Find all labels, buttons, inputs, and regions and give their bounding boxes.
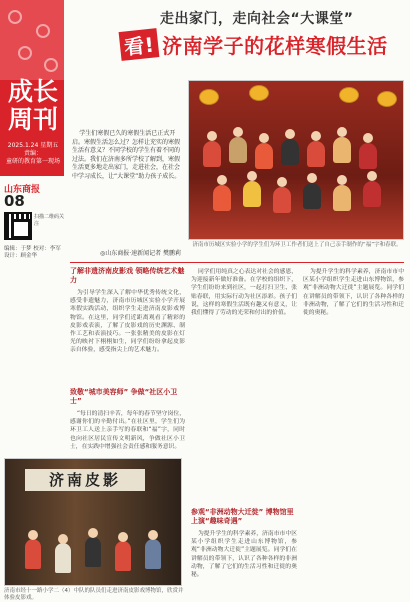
section2-text: “每日的清扫辛苦，每年的春节坚守岗位，感谢你们的辛勤付出。”在社区里，学生们为环卫工人送上亲手写的春联和“福”字，同时也向社区居民宣传文明新风，争做社区小卫士，在实践中增强社会责任感和服务意识。 — [70, 411, 185, 450]
qr-code-icon — [4, 212, 32, 240]
masthead — [0, 0, 64, 176]
photo-shadow-puppet-museum — [4, 458, 182, 586]
section4-text: 为提升学生的科学素养，济南市市中区某小学组织学生走进山东博物馆，参观“非洲动物大迁徙”主题展览。同学们在讲解员的带领下，认识了各种各样的非洲动物，了解了它们的生活习性和迁徙的奥秘。 — [191, 531, 297, 579]
page-number: 08 — [4, 192, 25, 210]
photo2-caption: 济南市经十一路小学二（4）中队的队员们走进济南皮影戏博物馆，欣赏并体验皮影戏。 — [4, 588, 184, 601]
newspaper-brand: 山东商报 — [4, 185, 41, 195]
section2-title: 致敬“城市美容师” 争做“社区小卫士” — [70, 388, 178, 405]
intro-paragraph: 学生们寒假已久的寒假生活已正式开启。寒假生活怎么过？怎样让充实的寒假生活有意义？不同学校的学生有着不同的过法。我们在济南多所学校了解到，寒假生活更多地走出家门，走进社会，在社会中学习成长，让“大课堂”助力孩子成长。 — [72, 130, 181, 180]
masthead-date: 2025.1.24 星期五 责编： — [7, 142, 59, 157]
section1-title: 了解非遗济南皮影戏 领略传统艺术魅力 — [70, 267, 185, 284]
snowflake-decoration — [0, 0, 64, 80]
masthead-title: 成长周刊 — [7, 77, 58, 134]
headline — [120, 30, 388, 59]
headline-badge: 看! — [119, 28, 160, 61]
photo1-caption: 济南市历城区实验小学的学生们为环卫工作者们送上了自己亲手制作的“福”字和春联。 — [192, 242, 402, 248]
headline-title: 济南学子的花样寒假生活 — [162, 34, 388, 58]
staff-credits: 编辑：于梦 校对：李军 设计：顾金华 — [4, 246, 61, 259]
section4-continued: 为提升学生的科学素养，济南市市中区某小学组织学生走进山东博物馆，参观“非洲动物大迁徙”主题展览。同学们在讲解员的带领下，认识了各种各样的非洲动物，了解了它们的生活习性和迁徙的奥秘。 — [303, 269, 404, 317]
section4-title: 参观“非洲动物大迁徙” 博物馆里上演“趣味奇遇” — [191, 508, 294, 525]
headline-kicker: 走出家门，走向社会“大课堂” — [160, 11, 354, 27]
section3-text: 同学们用纯真之心表达对社会的感恩，为迎接新年做好准备。在学校的组织下，学生们纷纷来到社区，一起打扫卫生、张贴春联，用实际行动为社区添彩。孩子们说，这样的寒假生活既有趣又有意义，让我们懂得了劳动的光荣和付出的价值。 — [191, 269, 297, 317]
masthead-subtitle: 童研的教育第一现场 — [5, 158, 60, 165]
byline: ◎山东商报·速新闻记者 樊鹏莉 — [100, 250, 182, 257]
photo-students-with-fu — [188, 80, 404, 240]
section-divider — [70, 262, 404, 263]
section1-text: 为引导学生深入了解中华优秀传统文化，感受非遗魅力，济南市历城区实验小学开展寒假实践活动，组织学生走进济南皮影戏博物馆。在这里，同学们近距离观看了精彩的皮影戏表演，了解了皮影戏的历史渊源、制作工艺和表演技巧。一张张精美的皮影在灯光的映衬下栩栩如生，同学们纷纷拿起皮影亲自体验，感受指尖上的艺术魅力。 — [70, 290, 185, 354]
museum-banner: 济南皮影 — [25, 469, 145, 491]
qr-caption: 扫描二维码关注 — [34, 214, 65, 227]
